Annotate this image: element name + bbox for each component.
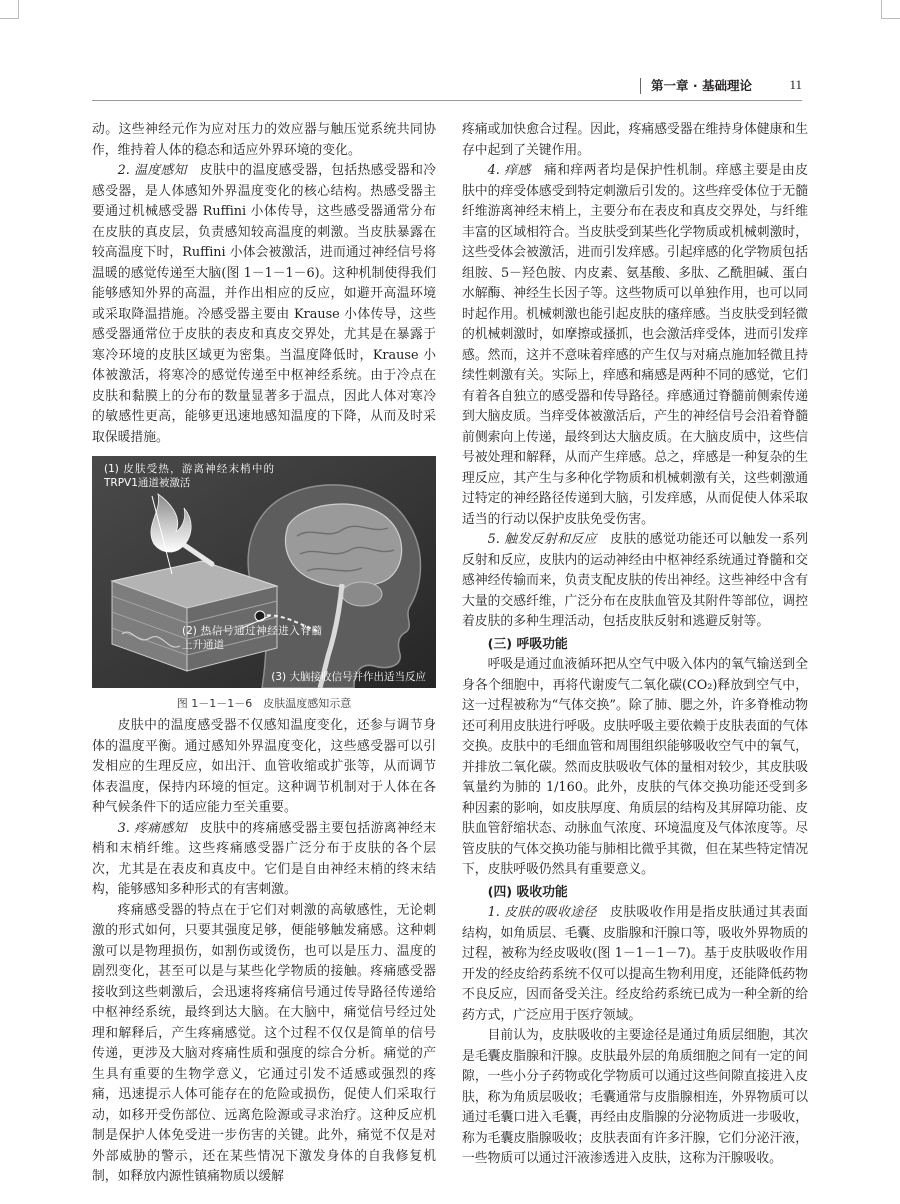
heading-absorption: (四) 吸收功能: [487, 884, 568, 900]
section-text: 皮肤的感觉功能还可以触发一系列反射和反应，皮肤内的运动神经由中枢神经系统通过脊髓和交感神经传输而来，负责支配皮肤的传出神经。这些神经中含有大量的交感纤维，广泛分布在皮肤血管及其附件等部位，调控着皮肤的多种生理活动，包括皮肤反射和逃避反射等。: [462, 532, 809, 629]
running-header: [92, 78, 802, 101]
section-itch: [462, 161, 808, 530]
paragraph: 动。这些神经元作为应对压力的效应器与触压觉系统共同协作，维持着人体的稳态和适应外界环境的变化。: [92, 122, 436, 158]
section-text: 皮肤吸收作用是指皮肤通过其表面结构，如角质层、毛囊、皮脂腺和汗腺口等，吸收外界物质的过程，被称为经皮吸收(图 1－1－1－7)。基于皮肤吸收作用开发的经皮给药系统不仅可以提高生物利用度，还能降低药物不良反应，因而备受关注。经皮给药系统已成为一种全新的给药方式，广泛应用于医疗领域。: [462, 905, 809, 1023]
paragraph: 疼痛感受器的特点在于它们对刺激的高敏感性，无论刺激的形式如何，只要其强度足够，便能够触发痛感。这种刺激可以是物理损伤，如割伤或烫伤，也可以是压力、温度的剧烈变化，甚至可以是与某些化学物质的接触。疼痛感受器接收到这些刺激后，会迅速将疼痛信号通过传导路径传递给中枢神经系统，最终到达大脑。在大脑中，痛觉信号经过处理和解释后，产生疼痛感觉。这个过程不仅仅是简单的信号传递，更涉及大脑对疼痛性质和强度的综合分析。痛觉的产生具有重要的生物学意义，它通过引发不适感或强烈的疼痛，迅速提示人体可能存在的危险或损伤，促使人们采取行动，如移开受伤部位、远离危险源或寻求治疗。这种反应机制是保护人体免受进一步伤害的关键。此外，痛觉不仅是对外部威胁的警示，还在某些情况下激发身体的自我修复机制，如释放内源性镇痛物质以缓解: [92, 902, 436, 1184]
right-column: [462, 120, 808, 1170]
figure-drawing: [92, 456, 436, 688]
section-pain: [92, 819, 436, 901]
section-temperature: [92, 161, 436, 448]
section-term: 5. 触发反射和反应: [487, 532, 597, 547]
section-text: 皮肤中的温度感受器，包括热感受器和冷感受器，是人体感知外界温度变化的核心结构。热感受器主要通过机械感受器 Ruffini 小体传导，这些感受器通常分布在皮肤的真皮层，负责感知较高温度的刺激。当皮肤暴露在较高温度下时，Ruffini 小体会被激活，进而通过神经信号将温暖的感觉传递至大脑(图 1－1－1－6)。这种机制使得我们能够感知外界的高温，并作出相应的反应，如避开高温环境或采取降温措施。冷感受器主要由 Krause 小体传导，这些感受器通常位于皮肤的表皮和真皮交界处，尤其是在暴露于寒冷环境的皮肤区域更为密集。当温度降低时，Krause 小体被激活，将寒冷的感觉传递至中枢神经系统。由于冷点在皮肤和黏膜上的分布的数量显著多于温点，因此人体对寒冷的敏感性更高，能够更迅速地感知温度的下降，从而及时采取保暖措施。: [92, 163, 437, 445]
figure-label-step-1: (1) 皮肤受热，游离神经末梢中的TRPV1通道被激活: [104, 463, 274, 489]
section-term: 4. 痒感: [487, 163, 531, 178]
heading-respiration: (三) 呼吸功能: [487, 636, 568, 652]
paragraph: 目前认为，皮肤吸收的主要途径是通过角质层细胞，其次是毛囊皮脂腺和汗腺。皮肤最外层的角质细胞之间有一定的间隙，一些小分子药物或化学物质可以通过这些间隙直接进入皮肤，称为角质层吸收；毛囊通常与皮脂腺相连，外界物质可以通过毛囊口进入毛囊，再经由皮脂腺的分泌物质进一步吸收，称为毛囊皮脂腺吸收；皮肤表面有许多汗腺，它们分泌汗液，一些物质可以通过汗液渗透进入皮肤，这称为汗腺吸收。: [462, 1028, 808, 1166]
section-text: 皮肤中的疼痛感受器主要包括游离神经末梢和末梢纤维。这些疼痛感受器广泛分布于皮肤的各个层次，尤其是在表皮和真皮中。它们是自由神经末梢的终末结构，能够感知多种形式的有害刺激。: [92, 820, 437, 897]
crop-mark-top-left: [0, 0, 19, 19]
page-number: 11: [789, 77, 802, 92]
figure-caption: 图 1－1－1－6 皮肤温度感知示意: [176, 697, 352, 710]
chapter-title: 第一章 · 基础理论: [640, 78, 752, 94]
figure-label-step-3: (3) 大脑接收信号并作出适当反应: [271, 671, 426, 683]
section-term: 3. 疼痛感知: [117, 820, 187, 836]
crop-mark-top-right: [881, 0, 900, 19]
section-text: 痛和痒两者均是保护性机制。痒感主要是由皮肤中的痒受体感受到特定刺激后引发的。这些痒受体位于无髓纤维游离神经末梢上，主要分布在表皮和真皮交界处，与纤维丰富的区域相符合。当皮肤受到某些化学物质或机械刺激时，这些受体会被激活，进而引发痒感。引起痒感的化学物质包括组胺、5－羟色胺、内皮素、氨基酸、多肽、乙酰胆碱、蛋白水解酶、神经生长因子等。这些物质可以单独作用，也可以同时起作用。机械刺激也能引起皮肤的瘙痒感。当皮肤受到轻微的机械刺激时，如摩擦或搔抓，也会激活痒受体，进而引发痒感。然而，这并不意味着痒感的产生仅与对痛点施加轻微且持续性刺激有关。实际上，痒感和痛感是两种不同的感觉，它们有着各自独立的感受器和传导路径。痒感通过脊髓前侧索传递到大脑皮质。当痒受体被激活后，产生的神经信号会沿着脊髓前侧索向上传递，最终到达大脑皮质。在大脑皮质中，这些信号被处理和解释，从而产生痒感。总之，痒感是一种复杂的生理反应，其产生与多种化学物质和机械刺激有关，这些刺激通过特定的神经路径传递到大脑，引发痒感，从而促使人体采取适当的行动以保护皮肤免受伤害。: [462, 163, 809, 527]
paragraph: 皮肤中的温度感受器不仅感知温度变化，还参与调节身体的温度平衡。通过感知外界温度变化，这些感受器可以引发相应的生理反应，如出汗、血管收缩或扩张等，从而调节体表温度，保持内环境的恒定。这种调节机制对于人体在各种气候条件下的适应能力至关重要。: [92, 718, 436, 815]
figure-temperature-sensing: [92, 456, 436, 712]
section-absorption-route: [462, 903, 808, 1026]
figure-label-step-2: (2) 热信号通过神经进入脊髓上升通道: [182, 625, 322, 651]
figure-illustration: [92, 456, 436, 688]
section-term: 2. 温度感知: [117, 163, 187, 178]
paragraph: 疼痛或加快愈合过程。因此，疼痛感受器在维持身体健康和生存中起到了关键作用。: [462, 122, 808, 158]
section-reflex: [462, 530, 808, 633]
left-column: [92, 120, 436, 1188]
paragraph: 呼吸是通过血液循环把从空气中吸入体内的氧气输送到全身各个细胞中，再将代谢废气二氧化碳(CO₂)释放到空气中，这一过程被称为“气体交换”。除了肺、腮之外，许多脊椎动物还可利用皮肤进行呼吸。皮肤呼吸主要依赖于皮肤表面的气体交换。皮肤中的毛细血管和周围组织能够吸收空气中的氧气，并排放二氧化碳。然而皮肤吸收气体的量相对较少，其皮肤吸氧量约为肺的 1/160。此外，皮肤的气体交换功能还受到多种因素的影响，如皮肤厚度、角质层的结构及其屏障功能、皮肤血管舒缩状态、动脉血气浓度、环境温度及气体浓度等。尽管皮肤的气体交换功能与肺相比微乎其微，但在某些特定情况下，皮肤呼吸仍然具有重要意义。: [462, 657, 808, 877]
section-term: 1. 皮肤的吸收途径: [487, 905, 597, 920]
